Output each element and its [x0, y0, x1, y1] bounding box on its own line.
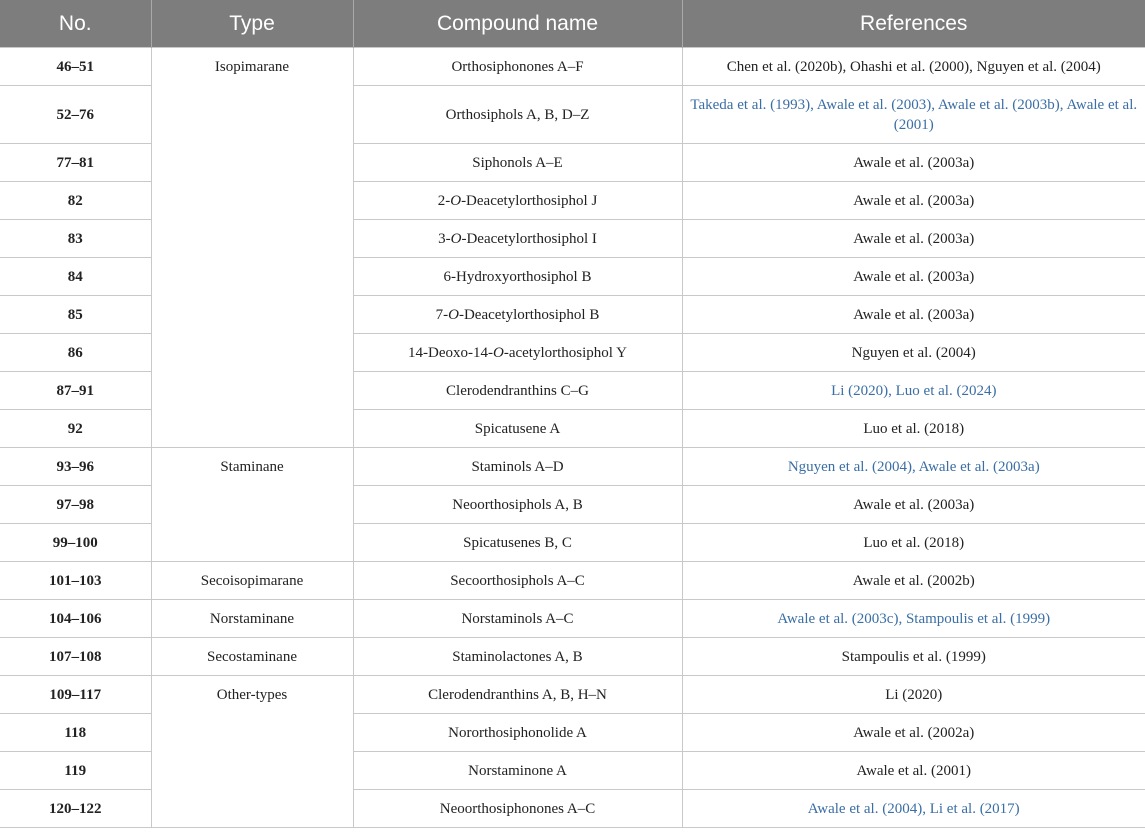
cell-no: 99–100 [0, 524, 151, 562]
table-row [0, 638, 1145, 676]
cell-no: 85 [0, 296, 151, 334]
cell-reference: Stampoulis et al. (1999) [682, 638, 1145, 676]
cell-reference: Chen et al. (2020b), Ohashi et al. (2000), Nguyen et al. (2004) [682, 48, 1145, 86]
cell-reference-link[interactable]: Awale et al. (2003c), Stampoulis et al. (1999) [682, 600, 1145, 638]
cell-compound-name: Staminols A–D [353, 448, 682, 486]
cell-no: 93–96 [0, 448, 151, 486]
name-prefix: 14-Deoxo-14- [408, 344, 493, 361]
cell-compound-name: Norstaminols A–C [353, 600, 682, 638]
name-prefix: 2- [437, 192, 451, 209]
header-type: Type [151, 0, 353, 48]
cell-reference: Nguyen et al. (2004) [682, 334, 1145, 372]
header-no: No. [0, 0, 151, 48]
header-row [0, 0, 1145, 48]
cell-no: 83 [0, 220, 151, 258]
name-suffix: -Deacetylorthosiphol J [461, 192, 598, 209]
cell-reference: Awale et al. (2003a) [682, 258, 1145, 296]
cell-reference: Awale et al. (2002a) [682, 714, 1145, 752]
cell-no: 82 [0, 182, 151, 220]
cell-type: Secostaminane [151, 638, 353, 676]
cell-no: 107–108 [0, 638, 151, 676]
cell-compound-name: Nororthosiphonolide A [353, 714, 682, 752]
name-italic: O [492, 344, 504, 361]
cell-no: 87–91 [0, 372, 151, 410]
name-italic: O [448, 306, 459, 323]
cell-compound-name: Clerodendranthins A, B, H–N [353, 676, 682, 714]
cell-reference-link[interactable]: Takeda et al. (1993), Awale et al. (2003), Awale et al. (2003b), Awale et al. (2001) [682, 86, 1145, 144]
cell-compound-name: Orthosiphols A, B, D–Z [353, 86, 682, 144]
cell-reference: Li (2020) [682, 676, 1145, 714]
name-italic: O [450, 230, 462, 247]
cell-compound-name: Spicatusene A [353, 410, 682, 448]
cell-reference: Awale et al. (2003a) [682, 486, 1145, 524]
cell-no: 101–103 [0, 562, 151, 600]
cell-type: Secoisopimarane [151, 562, 353, 600]
cell-reference-link[interactable]: Li (2020), Luo et al. (2024) [682, 372, 1145, 410]
cell-compound-name [353, 182, 682, 220]
name-suffix: -Deacetylorthosiphol B [458, 306, 600, 323]
cell-no: 120–122 [0, 790, 151, 828]
name-prefix: 3- [438, 230, 451, 247]
cell-compound-name: Neoorthosiphonones A–C [353, 790, 682, 828]
cell-reference: Awale et al. (2002b) [682, 562, 1145, 600]
cell-compound-name: Spicatusenes B, C [353, 524, 682, 562]
name-suffix: -acetylorthosiphol Y [503, 344, 627, 361]
cell-compound-name: Siphonols A–E [353, 144, 682, 182]
cell-reference-link[interactable]: Nguyen et al. (2004), Awale et al. (2003a) [682, 448, 1145, 486]
cell-reference: Luo et al. (2018) [682, 410, 1145, 448]
cell-compound-name [353, 334, 682, 372]
cell-no: 109–117 [0, 676, 151, 714]
cell-no: 46–51 [0, 48, 151, 86]
cell-compound-name: Secoorthosiphols A–C [353, 562, 682, 600]
cell-no: 77–81 [0, 144, 151, 182]
cell-no: 86 [0, 334, 151, 372]
cell-compound-name: 6-Hydroxyorthosiphol B [353, 258, 682, 296]
header-compound-name: Compound name [353, 0, 682, 48]
cell-reference: Awale et al. (2001) [682, 752, 1145, 790]
cell-no: 97–98 [0, 486, 151, 524]
cell-compound-name: Neoorthosiphols A, B [353, 486, 682, 524]
cell-reference: Luo et al. (2018) [682, 524, 1145, 562]
cell-compound-name: Clerodendranthins C–G [353, 372, 682, 410]
cell-type: Other-types [151, 676, 353, 828]
cell-no: 118 [0, 714, 151, 752]
cell-compound-name: Norstaminone A [353, 752, 682, 790]
header-references: References [682, 0, 1145, 48]
cell-type: Staminane [151, 448, 353, 562]
cell-reference: Awale et al. (2003a) [682, 296, 1145, 334]
table-row [0, 600, 1145, 638]
table-row [0, 676, 1145, 714]
cell-no: 52–76 [0, 86, 151, 144]
cell-reference: Awale et al. (2003a) [682, 182, 1145, 220]
cell-reference: Awale et al. (2003a) [682, 220, 1145, 258]
name-suffix: -Deacetylorthosiphol I [461, 230, 597, 247]
cell-type: Norstaminane [151, 600, 353, 638]
cell-compound-name: Orthosiphonones A–F [353, 48, 682, 86]
table-row [0, 48, 1145, 86]
cell-no: 84 [0, 258, 151, 296]
cell-reference-link[interactable]: Awale et al. (2004), Li et al. (2017) [682, 790, 1145, 828]
cell-type: Isopimarane [151, 48, 353, 448]
cell-no: 104–106 [0, 600, 151, 638]
table-row [0, 562, 1145, 600]
table-row [0, 448, 1145, 486]
cell-compound-name [353, 296, 682, 334]
cell-reference: Awale et al. (2003a) [682, 144, 1145, 182]
name-italic: O [450, 192, 462, 209]
cell-no: 92 [0, 410, 151, 448]
name-prefix: 7- [435, 306, 449, 323]
cell-compound-name: Staminolactones A, B [353, 638, 682, 676]
cell-compound-name [353, 220, 682, 258]
cell-no: 119 [0, 752, 151, 790]
